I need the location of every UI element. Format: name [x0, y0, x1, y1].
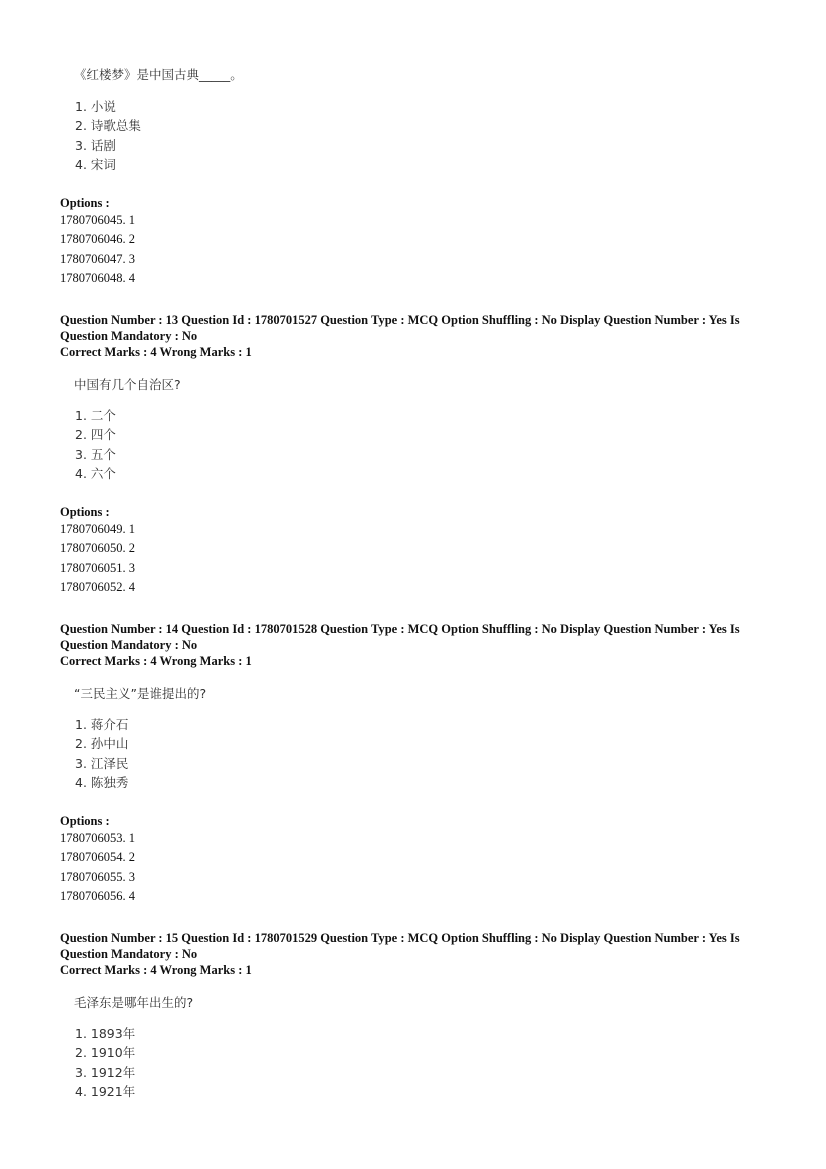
option-id: 1780706050. 2 — [60, 541, 135, 556]
choice-item: 3. 话剧 — [75, 137, 116, 153]
choice-item: 2. 孙中山 — [75, 736, 129, 752]
option-id: 1780706054. 2 — [60, 850, 135, 865]
choice-list — [75, 715, 128, 792]
choice-item: 2. 四个 — [75, 427, 116, 443]
option-id: 1780706052. 4 — [60, 579, 135, 594]
option-id: 1780706046. 2 — [60, 232, 135, 247]
choice-item: 4. 1921年 — [75, 1083, 136, 1099]
option-id: 1780706051. 3 — [60, 560, 135, 575]
question-text: 中国有几个自治区? — [74, 377, 181, 392]
option-id: 1780706053. 1 — [60, 831, 135, 845]
question-text: 毛泽东是哪年出生的? — [74, 995, 194, 1010]
option-id: 1780706047. 3 — [60, 251, 135, 266]
choice-item: 4. 宋词 — [75, 156, 116, 172]
question-header — [60, 930, 760, 978]
question-text: 《红楼梦》是中国古典_____。 — [74, 67, 243, 82]
option-id: 1780706056. 4 — [60, 888, 135, 903]
choice-item: 4. 陈独秀 — [75, 774, 129, 790]
choice-item: 3. 1912年 — [75, 1064, 136, 1080]
question-header — [60, 312, 760, 360]
choice-list — [75, 406, 116, 483]
question-meta-line: Question Number : 13 Question Id : 1780701527 Question Type : MCQ Option Shuffling : No Display Question Number : Yes Is — [60, 313, 740, 327]
options-list — [60, 829, 135, 906]
choice-item: 1. 小说 — [75, 99, 116, 114]
choice-item: 4. 六个 — [75, 465, 116, 481]
options-list — [60, 211, 135, 288]
option-id: 1780706045. 1 — [60, 213, 135, 227]
options-list — [60, 520, 135, 597]
choice-item: 1. 1893年 — [75, 1026, 136, 1041]
question-meta-line: Question Mandatory : No — [60, 947, 198, 961]
question-meta-line: Question Number : 15 Question Id : 1780701529 Question Type : MCQ Option Shuffling : No Display Question Number : Yes Is — [60, 931, 740, 945]
option-id: 1780706049. 1 — [60, 522, 135, 536]
options-title: Options : — [60, 196, 110, 210]
choice-item: 3. 江泽民 — [75, 755, 129, 771]
question-meta-line: Question Number : 14 Question Id : 1780701528 Question Type : MCQ Option Shuffling : No Display Question Number : Yes Is — [60, 622, 740, 636]
choice-item: 2. 1910年 — [75, 1045, 136, 1061]
question-meta-line: Question Mandatory : No — [60, 638, 198, 652]
marks-line: Correct Marks : 4 Wrong Marks : 1 — [60, 654, 252, 668]
choice-item: 1. 蒋介石 — [75, 717, 129, 732]
option-id: 1780706048. 4 — [60, 270, 135, 285]
question-text: “三民主义”是谁提出的? — [74, 686, 207, 701]
choice-item: 3. 五个 — [75, 446, 116, 462]
choice-list — [75, 1024, 135, 1101]
choice-item: 2. 诗歌总集 — [75, 118, 141, 134]
marks-line: Correct Marks : 4 Wrong Marks : 1 — [60, 345, 252, 359]
choice-item: 1. 二个 — [75, 408, 116, 423]
question-meta-line: Question Mandatory : No — [60, 329, 198, 343]
marks-line: Correct Marks : 4 Wrong Marks : 1 — [60, 963, 252, 977]
options-title: Options : — [60, 814, 110, 828]
options-title: Options : — [60, 505, 110, 519]
question-header — [60, 621, 760, 669]
choice-list — [75, 97, 141, 174]
option-id: 1780706055. 3 — [60, 869, 135, 884]
